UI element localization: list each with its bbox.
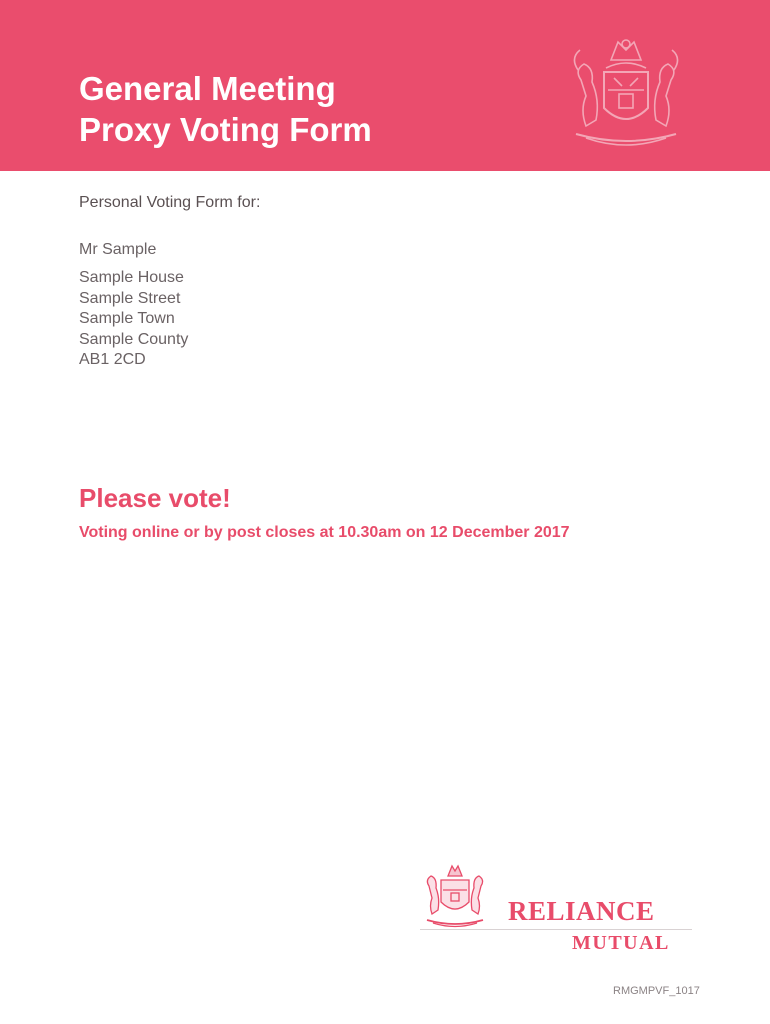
brand-name-mutual: MUTUAL bbox=[572, 932, 670, 954]
voting-deadline-text: Voting online or by post closes at 10.30am on 12 December 2017 bbox=[79, 524, 570, 541]
please-vote-heading: Please vote! bbox=[79, 483, 231, 513]
address-line: Sample County bbox=[79, 330, 189, 348]
title-line-1: General Meeting bbox=[79, 70, 336, 107]
form-reference-code: RMGMPVF_1017 bbox=[613, 985, 700, 997]
coat-of-arms-watermark bbox=[556, 30, 696, 154]
brand-name-reliance: RELIANCE bbox=[508, 896, 655, 926]
address-line: Sample Street bbox=[79, 289, 181, 307]
recipient-name: Mr Sample bbox=[79, 241, 157, 258]
coat-of-arms-logo bbox=[417, 862, 493, 930]
recipient-address bbox=[79, 268, 188, 371]
address-line: AB1 2CD bbox=[79, 351, 146, 369]
address-line: Sample House bbox=[79, 269, 184, 286]
title-line-2: Proxy Voting Form bbox=[79, 111, 372, 148]
voting-form-label: Personal Voting Form for: bbox=[79, 194, 261, 211]
page-title bbox=[79, 68, 372, 150]
address-line: Sample Town bbox=[79, 310, 175, 328]
header-banner bbox=[0, 0, 770, 171]
